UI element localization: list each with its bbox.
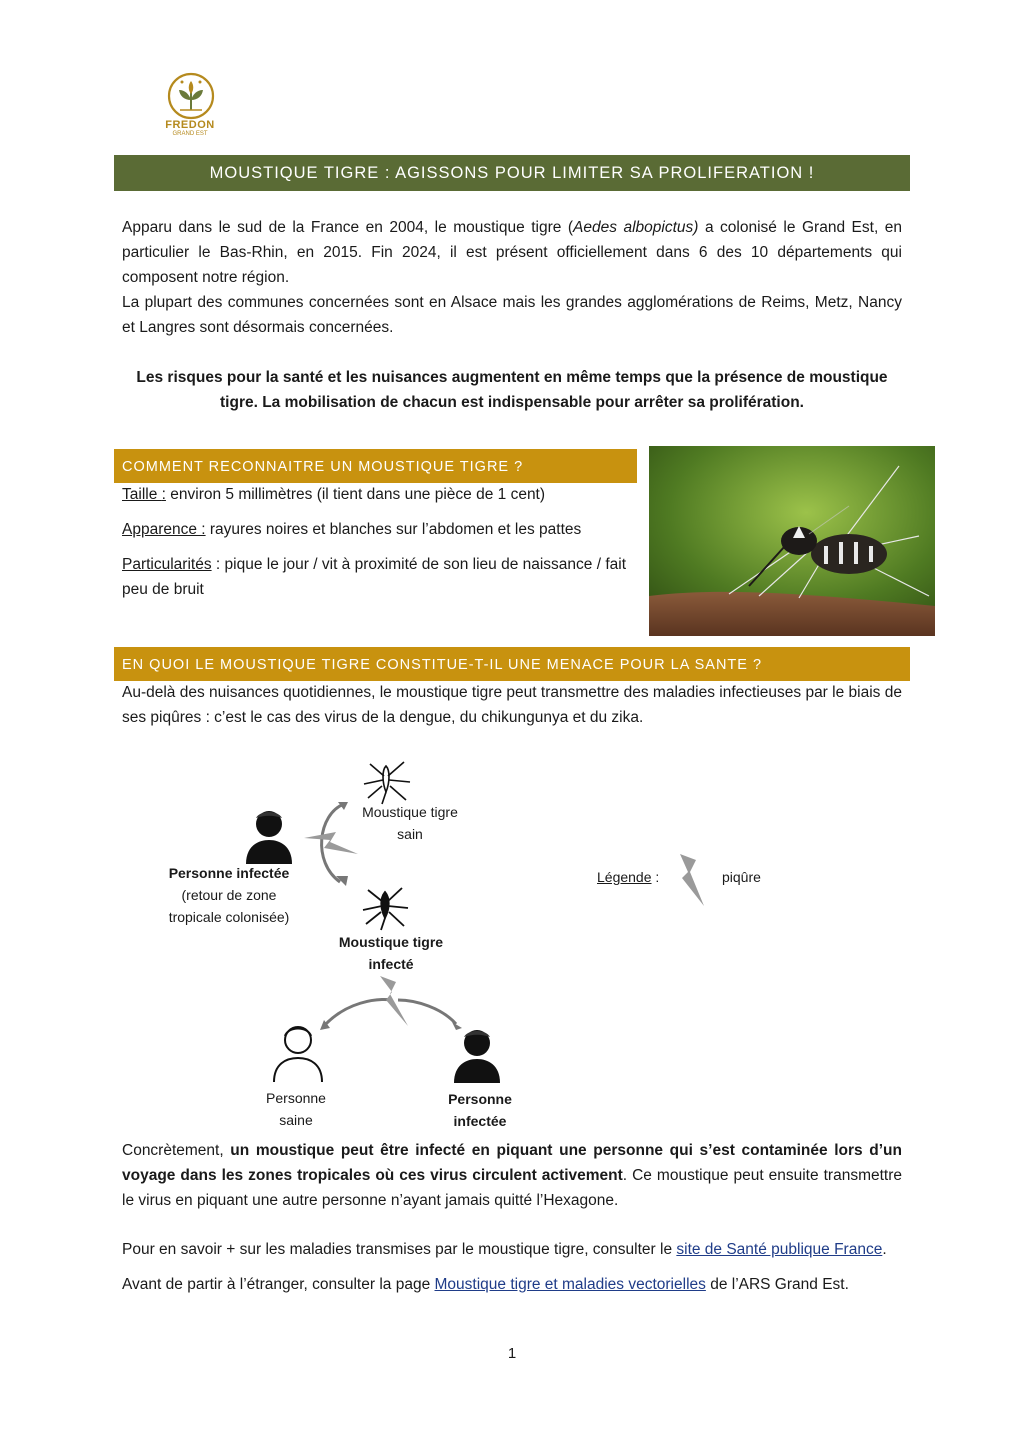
size-colon: : [161,486,166,503]
infected-person-note-2: tropicale colonisée) [168,909,290,925]
intro-bold-statement: Les risques pour la santé et les nuisances augmentent en même temps que la présence de moustique tigre. La mobilisation de chacun est indispensable pour arrêter sa prolifération. [136,369,888,411]
healthy-mosquito-line-2: sain [397,826,423,842]
transmission-arrows-icon [316,972,466,1032]
intro-paragraph-1 [122,215,902,290]
sante-publique-link[interactable]: site de Santé publique France [676,1241,883,1258]
threat-paragraph: Au-delà des nuisances quotidiennes, le moustique tigre peut transmettre des maladies infectieuses par le biais de ses piqûres : c’est le cas des virus de la dengue, du chikungunya et du zika. [122,684,902,726]
infected-mosquito-line-1: Moustique tigre [338,934,444,950]
features-label: Particularités [122,556,212,573]
size-line [122,482,637,507]
travel-info-line [122,1272,902,1297]
mosquito-photo [649,446,935,636]
appearance-label: Apparence : [122,521,206,538]
infected-person-label [150,862,308,928]
more-info-line [122,1237,902,1262]
person-icon [244,808,294,864]
travel-info-end: de l’ARS Grand Est. [705,1276,849,1293]
infected-person-2-line-1: Personne [448,1091,512,1107]
healthy-person-icon [270,1022,326,1084]
healthy-person-line-1: Personne [266,1090,326,1106]
infected-person-note-1: (retour de zone [181,887,277,903]
infected-person-title: Personne infectée [168,865,290,881]
travel-info-text: Avant de partir à l’étranger, consulter la page [122,1276,435,1293]
page-title: MOUSTIQUE TIGRE : AGISSONS POUR LIMITER SA PROLIFERATION ! [114,155,910,191]
infected-person-icon [452,1027,502,1083]
conclusion-paragraph [122,1138,902,1213]
section-recognize-title: COMMENT RECONNAITRE UN MOUSTIQUE TIGRE ? [114,449,637,483]
infected-mosquito-label [320,931,462,975]
size-label: Taille [122,486,162,503]
intro-paragraph-2: La plupart des communes concernées sont en Alsace mais les grandes agglomérations de Reims, Metz, Nancy et Langres sont désormais concernées. [122,294,902,336]
ars-link[interactable]: Moustique tigre et maladies vectorielles [434,1276,706,1293]
species-name: Aedes albopictus) [573,219,699,236]
legend-colon: : [651,869,660,885]
logo-subtitle: GRAND EST [172,131,208,137]
section-threat-title: EN QUOI LE MOUSTIQUE TIGRE CONSTITUE-T-IL UNE MENACE POUR LA SANTE ? [114,647,910,681]
more-info-end: . [882,1241,887,1258]
healthy-person-label [246,1087,346,1131]
more-info-text: Pour en savoir + sur les maladies transmises par le moustique tigre, consulter le [122,1241,677,1258]
legend-word: Légende [597,869,652,885]
intro-text-start: Apparu dans le sud de la France en 2004, le moustique tigre ( [122,219,574,236]
lightning-icon [672,852,708,908]
appearance-text: rayures noires et blanches sur l’abdomen et les pattes [205,521,582,538]
infected-mosquito-icon [360,884,410,932]
conclusion-rest: . Ce moustique peut ensuite transmettre le virus en piquant une autre personne n’ayant jamais quitté l’Hexagone. [122,1167,903,1209]
features-line [122,552,637,602]
features-text: : pique le jour / vit à proximité de son lieu de naissance / fait peu de bruit [122,556,627,598]
logo-name: FREDON [165,119,215,131]
conclusion-bold: un moustique peut être infecté en piquant une personne qui s’est contaminée lors d’un voyage dans les zones tropicales où ces virus circulent activement [122,1142,902,1184]
size-text: environ 5 millimètres (il tient dans une pièce de 1 cent) [165,486,546,503]
curved-arrow-icon [300,798,366,890]
infected-person-2-line-2: infectée [453,1113,507,1129]
intro-text-end: a colonisé le Grand Est, en particulier le Bas-Rhin, en 2015. Fin 2024, il est présent officiellement dans 6 des 10 départements qui composent notre région. [122,219,902,286]
healthy-mosquito-line-1: Moustique tigre [362,804,458,820]
page-number: 1 [507,1345,517,1362]
healthy-person-line-2: saine [279,1112,313,1128]
legend-label [597,866,659,888]
infected-person-2-label [426,1088,534,1132]
appearance-line [122,517,637,542]
infected-mosquito-line-2: infecté [368,956,414,972]
legend-text: piqûre [722,869,761,885]
conclusion-lead: Concrètement, [122,1142,231,1159]
